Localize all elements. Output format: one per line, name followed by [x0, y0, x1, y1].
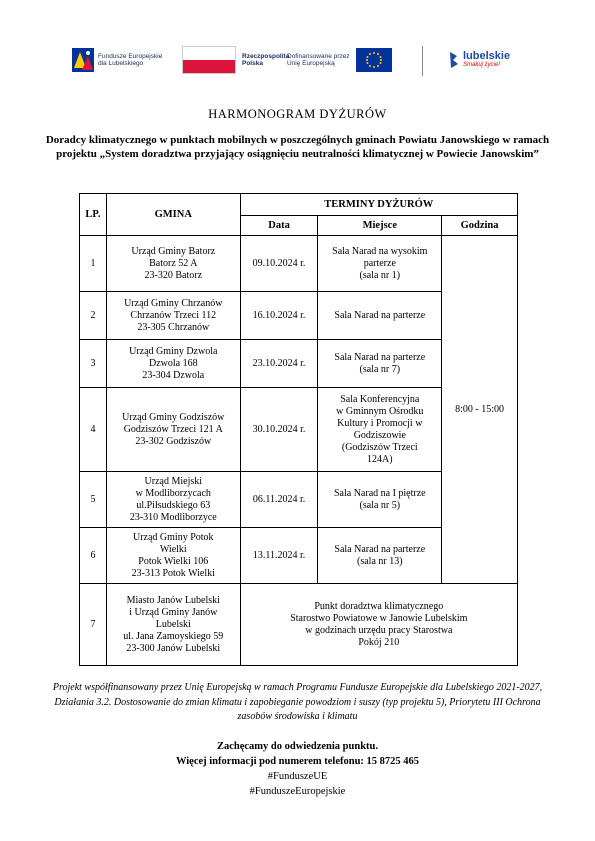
- miejsce-line: (sala nr 5): [359, 499, 401, 511]
- row-gmina: [106, 388, 240, 472]
- row-gmina: [106, 528, 240, 584]
- row-lp: 5: [80, 472, 107, 528]
- gmina-line: ul.Piłsudskiego 63: [136, 499, 211, 511]
- eu-text-2: Unię Europejską: [287, 60, 335, 67]
- miejsce-line: Godziszowie: [353, 429, 406, 441]
- row-data: 23.10.2024 r.: [240, 340, 318, 388]
- gmina-line: Dzwola 168: [148, 357, 198, 369]
- gmina-line: 23-305 Chrzanów: [137, 321, 210, 333]
- row-data: 30.10.2024 r.: [240, 388, 318, 472]
- miejsce-line: w Gminnym Ośrodku: [336, 405, 424, 417]
- schedule-table: [79, 193, 518, 666]
- miejsce-line: Sala Narad na I piętrze: [333, 487, 426, 499]
- gmina-line: Batorz 52 A: [149, 257, 198, 269]
- gmina-line: Urząd Gminy Dzwola: [129, 345, 218, 357]
- row-miejsce: [318, 388, 442, 472]
- gmina-line: Urząd Gminy Batorz: [131, 245, 216, 257]
- eu-text-1: Dofinansowane przez: [287, 52, 350, 60]
- gmina-line: Urząd Gminy Godziszów: [122, 411, 225, 423]
- header-data: Data: [240, 216, 318, 236]
- gmina-line: 23-320 Batorz: [144, 269, 203, 281]
- header-gmina: GMINA: [106, 194, 240, 236]
- gmina-line: Urząd Miejski: [144, 475, 203, 487]
- row-miejsce: [318, 340, 442, 388]
- funding-note: Projekt współfinansowany przez Unię Europejską w ramach Programu Fundusze Europejskie dla Lubelskiego 2021-2027, Działania 3.2. Dostosowanie do zmian klimatu i zapobieganie powodziom i suszy (typ projektu 5), Priorytetu III Ochrona zasobów środowiska i klimatu: [52, 682, 543, 722]
- gmina-line: i Urząd Gminy Janów: [129, 606, 218, 618]
- gmina-line: Godziszów Trzeci 121 A: [123, 423, 223, 435]
- merged-line: Starostwo Powiatowe w Janowie Lubelskim: [290, 612, 468, 624]
- logo-bar: [72, 40, 532, 80]
- row-miejsce: [318, 292, 442, 340]
- eu-logo: [287, 40, 392, 80]
- lubelskie-logo: [447, 40, 510, 80]
- row-lp: 6: [80, 528, 107, 584]
- miejsce-line: Kultury i Promocji w: [337, 417, 423, 429]
- hashtag-funduszeeuropejskie: #FunduszeEuropejskie: [249, 786, 346, 797]
- phone-text: Więcej informacji pod numerem telefonu: 15 8725 465: [175, 756, 420, 767]
- miejsce-line: Sala Narad na parterze: [334, 351, 426, 363]
- row-data: 16.10.2024 r.: [240, 292, 318, 340]
- table-row: [80, 236, 518, 292]
- gmina-line: Urząd Gminy Potok: [133, 531, 214, 543]
- miejsce-line: Sala Narad na parterze: [334, 543, 426, 555]
- row-data: 06.11.2024 r.: [240, 472, 318, 528]
- logo-divider: [422, 46, 423, 76]
- gmina-line: Lubelski: [155, 618, 191, 630]
- hashtag-funduszeue: #FunduszeUE: [267, 771, 328, 782]
- page-subtitle: Doradcy klimatycznego w punktach mobilnych w poszczególnych gminach Powiatu Janowskiego w ramach projektu „System doradztwa przyjający osiągnięciu neutralności klimatycznej w Powiecie Janowskim”: [45, 134, 550, 160]
- row-data: 13.11.2024 r.: [240, 528, 318, 584]
- row-lp: 4: [80, 388, 107, 472]
- gmina-line: Potok Wielki 106: [138, 555, 209, 567]
- gmina-line: Chrzanów Trzeci 112: [130, 309, 217, 321]
- eu-flag-icon: [356, 48, 392, 72]
- row-lp: 7: [80, 584, 107, 666]
- row-miejsce: [318, 472, 442, 528]
- miejsce-line: (Godziszów Trzeci: [341, 441, 418, 453]
- header-lp: LP.: [80, 194, 107, 236]
- row-gmina: [106, 584, 240, 666]
- fundusze-europejskie-logo: [72, 40, 162, 80]
- row-miejsce: [318, 236, 442, 292]
- row-lp: 1: [80, 236, 107, 292]
- rzeczpospolita-logo: [182, 40, 289, 80]
- table-row: [80, 584, 518, 666]
- merged-line: w godzinach urzędu pracy Starostwa: [305, 624, 453, 636]
- gmina-line: 23-313 Potok Wielki: [131, 567, 215, 579]
- page-title: HARMONOGRAM DYŻURÓW: [208, 107, 387, 121]
- row-gmina: [106, 236, 240, 292]
- miejsce-line: 124A): [367, 453, 393, 465]
- header-miejsce: Miejsce: [318, 216, 442, 236]
- fe-name: Fundusze Europejskie: [98, 52, 163, 60]
- gmina-line: w Modliborzycach: [135, 487, 211, 499]
- gmina-line: 23-300 Janów Lubelski: [126, 642, 221, 654]
- row-lp: 2: [80, 292, 107, 340]
- row-gmina: [106, 292, 240, 340]
- row-gmina: [106, 472, 240, 528]
- miejsce-line: (sala nr 7): [359, 363, 401, 375]
- pl-name-2: Polska: [242, 60, 263, 67]
- gmina-line: Urząd Gminy Chrzanów: [124, 297, 223, 309]
- header-godzina: Godzina: [442, 216, 518, 236]
- miejsce-line: Sala Konferencyjna: [340, 393, 420, 405]
- miejsce-line: (sala nr 13): [357, 555, 403, 567]
- gmina-line: 23-302 Godziszów: [135, 435, 212, 447]
- row-gmina: [106, 340, 240, 388]
- merged-line: Punkt doradztwa klimatycznego: [314, 600, 444, 612]
- miejsce-line: Sala Narad na parterze: [334, 309, 426, 321]
- miejsce-line: Sala Narad na wysokim: [332, 245, 428, 257]
- lubelskie-mark-icon: [447, 50, 461, 70]
- fe-star-icon: [72, 48, 94, 72]
- gmina-line: Miasto Janów Lubelski: [126, 594, 220, 606]
- miejsce-line: parterze: [363, 257, 396, 269]
- godzina-cell: 8:00 - 15:00: [442, 236, 518, 584]
- invite-text: Zachęcamy do odwiedzenia punktu.: [216, 741, 379, 752]
- pl-name-1: Rzeczpospolita: [242, 52, 290, 60]
- row-merged-info: [240, 584, 517, 666]
- gmina-line: ul. Jana Zamoyskiego 59: [123, 630, 224, 642]
- polish-flag-icon: [182, 46, 236, 74]
- lubelskie-slogan: Smakuj życie!: [463, 62, 501, 69]
- fe-region: dla Lubelskiego: [98, 60, 144, 67]
- row-miejsce: [318, 528, 442, 584]
- row-data: 09.10.2024 r.: [240, 236, 318, 292]
- gmina-line: Wielki: [159, 543, 187, 555]
- row-lp: 3: [80, 340, 107, 388]
- gmina-line: 23-304 Dzwola: [142, 369, 205, 381]
- gmina-line: 23-310 Modliborzyce: [129, 511, 217, 523]
- header-terminy: TERMINY DYŻURÓW: [240, 194, 517, 216]
- merged-line: Pokój 210: [358, 636, 400, 648]
- lubelskie-name: lubelskie: [463, 50, 511, 63]
- miejsce-line: (sala nr 1): [359, 269, 401, 281]
